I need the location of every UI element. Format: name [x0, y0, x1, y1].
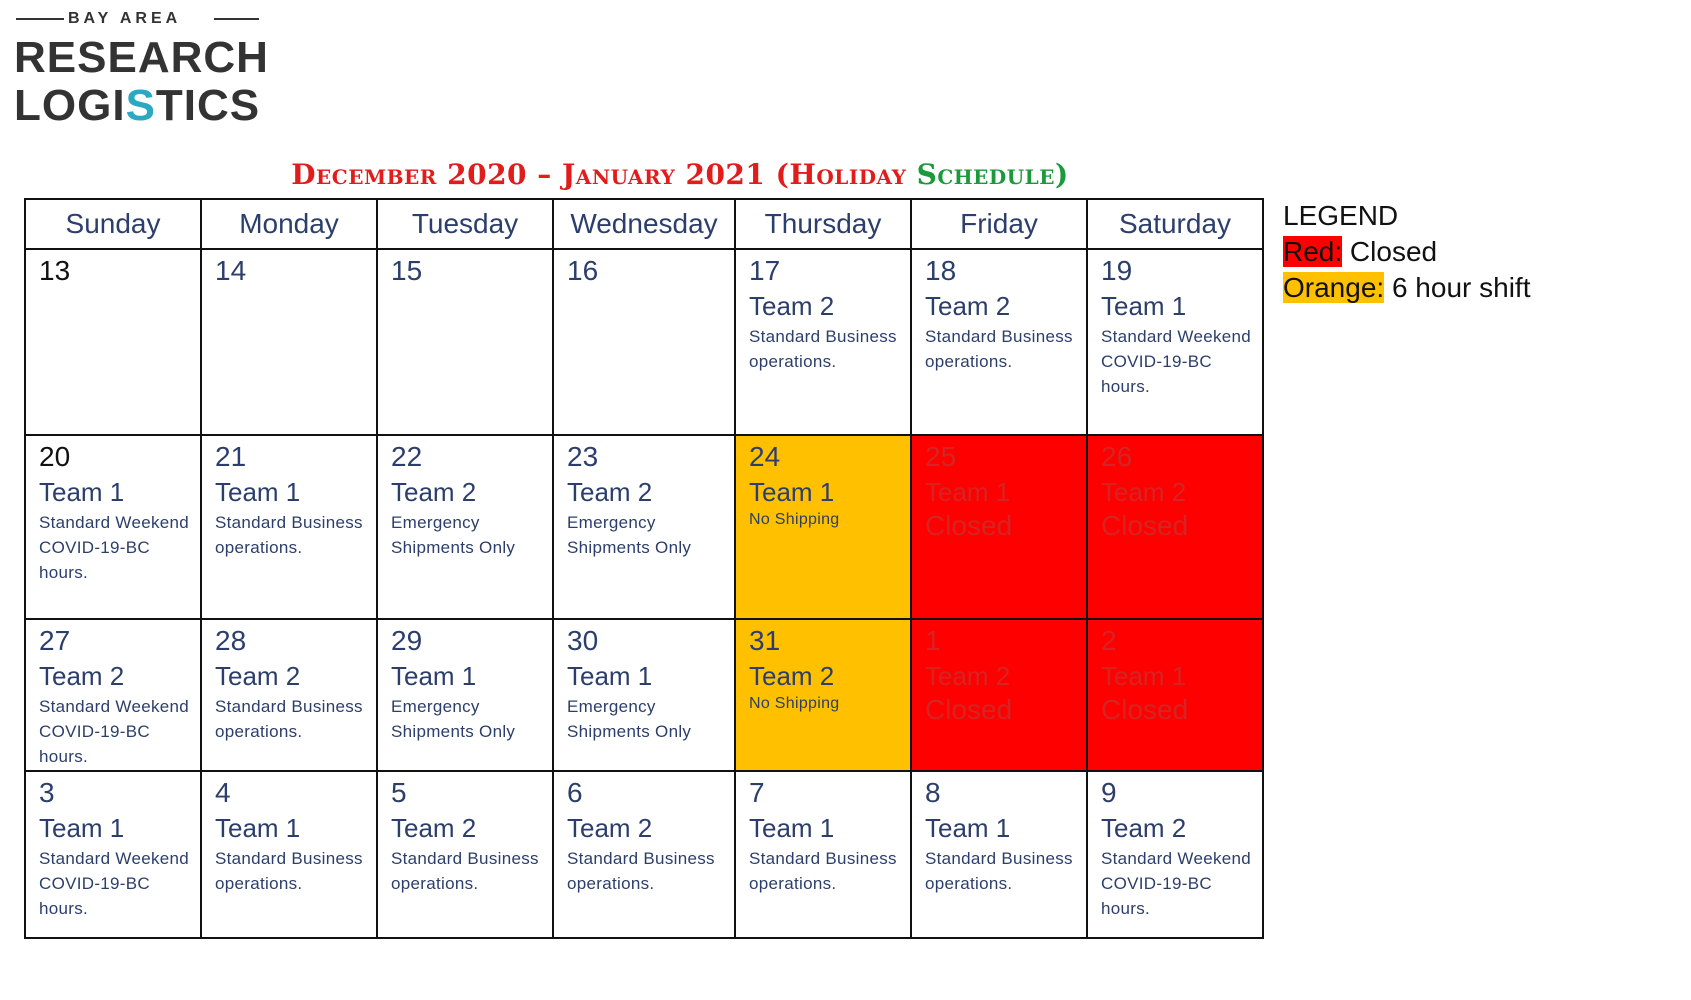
calendar-day-cell [201, 435, 377, 619]
team-assignment: Team 2 [925, 291, 1011, 321]
day-note: No Shipping [749, 695, 840, 712]
team-assignment: Team 2 [1101, 813, 1187, 843]
day-number: 2 [1101, 625, 1117, 656]
day-number: 8 [925, 777, 941, 808]
team-assignment: Team 1 [749, 813, 835, 843]
page-title [0, 158, 1360, 191]
day-number: 27 [39, 625, 71, 656]
day-note: Standard Business operations. [391, 849, 539, 893]
team-assignment: Team 2 [215, 661, 301, 691]
team-assignment: Team 1 [567, 661, 653, 691]
team-assignment: Team 1 [215, 477, 301, 507]
day-number: 5 [391, 777, 407, 808]
day-number: 28 [215, 625, 247, 656]
day-note: Standard Business operations. [215, 697, 363, 741]
day-note: Standard Business operations. [925, 849, 1073, 893]
calendar-day-cell [25, 771, 201, 938]
weekday-header-sunday: Sunday [25, 199, 201, 249]
closed-label: Closed [1101, 510, 1189, 541]
logo-word-logistics [14, 81, 261, 130]
day-number: 6 [567, 777, 583, 808]
calendar-day-cell [735, 249, 911, 435]
day-note: Emergency Shipments Only [391, 513, 516, 557]
legend-red-row [1283, 234, 1530, 270]
day-number: 19 [1101, 255, 1133, 286]
calendar-day-cell [377, 249, 553, 435]
team-assignment: Team 1 [39, 813, 125, 843]
day-note: No Shipping [749, 511, 840, 528]
logo-tagline [14, 10, 259, 30]
logo-word-part: LOGI [14, 81, 126, 130]
calendar-day-cell [1087, 249, 1263, 435]
calendar-day-cell [553, 619, 735, 771]
team-assignment: Team 2 [391, 477, 477, 507]
calendar-day-cell [1087, 619, 1263, 771]
legend-red-label: Red: [1283, 236, 1343, 267]
weekday-header-wednesday: Wednesday [553, 199, 735, 249]
team-assignment: Team 1 [39, 477, 125, 507]
team-assignment: Team 2 [391, 813, 477, 843]
day-number: 4 [215, 777, 231, 808]
calendar-day-cell [735, 619, 911, 771]
day-number: 20 [39, 441, 71, 472]
day-number: 15 [391, 255, 423, 286]
logo-rule-left [16, 18, 64, 20]
calendar-day-cell [201, 619, 377, 771]
team-assignment: Team 2 [925, 661, 1011, 691]
day-note: Standard Weekend COVID-19-BC hours. [39, 849, 190, 918]
day-number: 1 [925, 625, 941, 656]
day-note: Standard Business operations. [567, 849, 715, 893]
day-number: 18 [925, 255, 957, 286]
calendar-day-cell [911, 435, 1087, 619]
title-schedule: Schedule) [916, 158, 1069, 191]
logo-word-research: RESEARCH [14, 33, 269, 82]
weekday-header-thursday: Thursday [735, 199, 911, 249]
day-note: Standard Weekend COVID-19-BC hours. [39, 697, 190, 766]
closed-label: Closed [925, 694, 1013, 725]
legend [1283, 198, 1530, 306]
team-assignment: Team 1 [215, 813, 301, 843]
day-note: Standard Business operations. [749, 327, 897, 371]
day-note: Standard Business operations. [215, 849, 363, 893]
closed-label: Closed [925, 510, 1013, 541]
team-assignment: Team 2 [567, 477, 653, 507]
logo-word-part: TICS [155, 81, 261, 130]
calendar-day-cell [911, 771, 1087, 938]
day-number: 26 [1101, 441, 1133, 472]
legend-orange-row [1283, 270, 1530, 306]
logo-rule-right [214, 18, 259, 20]
team-assignment: Team 1 [1101, 291, 1187, 321]
calendar-header-row [25, 199, 1263, 249]
day-number: 13 [39, 255, 71, 286]
team-assignment: Team 2 [567, 813, 653, 843]
calendar-week-row [25, 435, 1263, 619]
weekday-header-saturday: Saturday [1087, 199, 1263, 249]
calendar-day-cell [377, 619, 553, 771]
day-note: Standard Weekend COVID-19-BC hours. [1101, 849, 1252, 918]
closed-label: Closed [1101, 694, 1189, 725]
calendar-day-cell [553, 435, 735, 619]
title-december: December 2020 [291, 158, 528, 191]
calendar-day-cell [911, 249, 1087, 435]
calendar-day-cell [1087, 435, 1263, 619]
calendar-grid [24, 198, 1264, 939]
title-january: January 2021 [562, 158, 766, 191]
day-note: Standard Business operations. [749, 849, 897, 893]
legend-red-desc: Closed [1342, 236, 1438, 267]
weekday-header-tuesday: Tuesday [377, 199, 553, 249]
weekday-header-friday: Friday [911, 199, 1087, 249]
calendar-day-cell [25, 249, 201, 435]
title-dash: – [527, 158, 563, 191]
calendar-day-cell [735, 435, 911, 619]
day-number: 29 [391, 625, 423, 656]
calendar-day-cell [201, 771, 377, 938]
team-assignment: Team 1 [925, 477, 1011, 507]
calendar-day-cell [553, 249, 735, 435]
calendar-day-cell [25, 435, 201, 619]
day-number: 22 [391, 441, 423, 472]
team-assignment: Team 2 [39, 661, 125, 691]
day-note: Standard Weekend COVID-19-BC hours. [39, 513, 190, 582]
calendar-day-cell [1087, 771, 1263, 938]
calendar-day-cell [377, 771, 553, 938]
team-assignment: Team 1 [749, 477, 835, 507]
day-number: 23 [567, 441, 599, 472]
team-assignment: Team 1 [391, 661, 477, 691]
team-assignment: Team 2 [749, 661, 835, 691]
legend-orange-desc: 6 hour shift [1384, 272, 1531, 303]
day-number: 31 [749, 625, 781, 656]
calendar-day-cell [911, 619, 1087, 771]
calendar-week-row [25, 619, 1263, 771]
day-number: 30 [567, 625, 599, 656]
day-number: 9 [1101, 777, 1117, 808]
calendar-day-cell [25, 619, 201, 771]
logo-accent-letter: S [125, 81, 156, 130]
day-note: Standard Weekend COVID-19-BC hours. [1101, 327, 1252, 396]
day-number: 16 [567, 255, 599, 286]
weekday-header-monday: Monday [201, 199, 377, 249]
day-number: 3 [39, 777, 55, 808]
day-number: 17 [749, 255, 781, 286]
day-note: Emergency Shipments Only [391, 697, 516, 741]
day-note: Emergency Shipments Only [567, 697, 692, 741]
day-number: 25 [925, 441, 957, 472]
team-assignment: Team 2 [1101, 477, 1187, 507]
calendar-day-cell [201, 249, 377, 435]
team-assignment: Team 1 [925, 813, 1011, 843]
title-holiday: (Holiday [775, 158, 907, 191]
day-number: 24 [749, 441, 781, 472]
calendar-day-cell [553, 771, 735, 938]
legend-title: LEGEND [1283, 200, 1399, 231]
calendar-week-row [25, 249, 1263, 435]
calendar-day-cell [377, 435, 553, 619]
day-number: 21 [215, 441, 247, 472]
day-number: 14 [215, 255, 247, 286]
day-number: 7 [749, 777, 765, 808]
team-assignment: Team 2 [749, 291, 835, 321]
calendar-day-cell [735, 771, 911, 938]
day-note: Standard Business operations. [215, 513, 363, 557]
day-note: Standard Business operations. [925, 327, 1073, 371]
day-note: Emergency Shipments Only [567, 513, 692, 557]
team-assignment: Team 1 [1101, 661, 1187, 691]
company-logo [14, 10, 269, 130]
calendar-week-row [25, 771, 1263, 938]
logo-top-text: BAY AREA [68, 10, 182, 27]
legend-orange-label: Orange: [1283, 272, 1385, 303]
